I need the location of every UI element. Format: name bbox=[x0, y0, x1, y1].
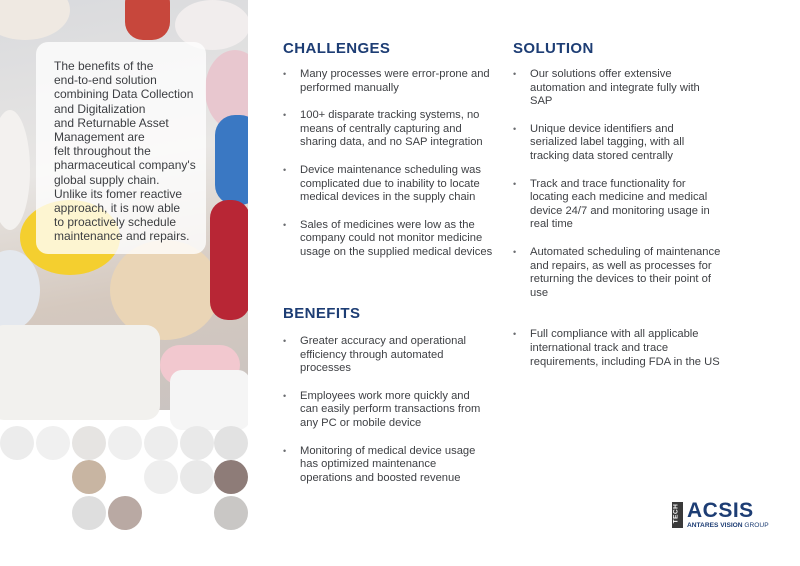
benefits-heading: BENEFITS bbox=[283, 305, 361, 322]
intro-line: approach, it is now able bbox=[54, 201, 181, 216]
intro-text bbox=[54, 59, 204, 244]
solution-item: • Full compliance with all applicable international track and trace requirements, including FDA in the US bbox=[513, 328, 723, 369]
intro-line: global supply chain. bbox=[54, 172, 160, 187]
pattern-dot bbox=[214, 496, 248, 530]
pill-shape bbox=[0, 110, 30, 230]
pattern-dot bbox=[72, 496, 106, 530]
pattern-dot bbox=[72, 426, 106, 460]
pattern-dot bbox=[108, 496, 142, 530]
pill-shape bbox=[215, 115, 248, 205]
intro-line: felt throughout the bbox=[54, 144, 151, 159]
logo-subtitle bbox=[687, 522, 769, 529]
logo-tech-text: TECH bbox=[672, 503, 680, 524]
pattern-dot bbox=[214, 426, 248, 460]
benefits-list bbox=[283, 335, 483, 499]
solution-item: • Unique device identifiers and serialized label tagging, with all tracking data stored centrally bbox=[513, 123, 723, 164]
pattern-dot bbox=[180, 460, 214, 494]
challenge-item: • Many processes were error-prone and performed manually bbox=[283, 68, 495, 95]
benefit-item: • Monitoring of medical device usage has optimized maintenance operations and boosted revenue bbox=[283, 445, 483, 486]
logo-tech-tag bbox=[672, 502, 683, 528]
pattern-dot bbox=[0, 426, 34, 460]
acsis-logo bbox=[672, 499, 772, 532]
intro-line: Management are bbox=[54, 130, 145, 145]
pattern-dot bbox=[144, 460, 178, 494]
intro-line: to proactively schedule bbox=[54, 215, 177, 230]
pattern-dot bbox=[214, 460, 248, 494]
solution-item: • Our solutions offer extensive automation and integrate fully with SAP bbox=[513, 68, 723, 109]
pattern-dot bbox=[72, 460, 106, 494]
benefit-item: • Greater accuracy and operational efficiency through automated processes bbox=[283, 335, 483, 376]
challenges-list bbox=[283, 68, 495, 274]
intro-line: pharmaceutical company's bbox=[54, 158, 196, 173]
logo-subtitle-bold: ANTARES VISION bbox=[687, 522, 743, 529]
intro-line: end-to-end solution bbox=[54, 73, 157, 88]
intro-line: and Digitalization bbox=[54, 101, 146, 116]
challenge-item: • 100+ disparate tracking systems, no means of centrally capturing and sharing data, and no SAP integration bbox=[283, 109, 495, 150]
challenge-item: • Device maintenance scheduling was complicated due to inability to locate medical devices in the supply chain bbox=[283, 164, 495, 205]
challenge-item: • Sales of medicines were low as the company could not monitor medicine usage on the supplied medical devices bbox=[283, 219, 495, 260]
pattern-dot bbox=[144, 426, 178, 460]
pill-shape bbox=[0, 0, 70, 40]
solution-heading: SOLUTION bbox=[513, 40, 594, 57]
intro-line: Unlike its fomer reactive bbox=[54, 186, 183, 201]
pattern-dot bbox=[180, 426, 214, 460]
circle-pattern bbox=[0, 410, 248, 566]
logo-name: ACSIS bbox=[687, 499, 754, 522]
benefit-item: • Employees work more quickly and can easily perform transactions from any PC or mobile device bbox=[283, 390, 483, 431]
intro-line: and Returnable Asset bbox=[54, 115, 169, 130]
pattern-dot bbox=[108, 426, 142, 460]
solution-list bbox=[513, 68, 723, 383]
logo-subtitle-rest: GROUP bbox=[742, 522, 769, 529]
intro-line: maintenance and repairs. bbox=[54, 229, 190, 244]
intro-line: The benefits of the bbox=[54, 59, 154, 73]
pill-shape bbox=[210, 200, 248, 320]
challenges-heading: CHALLENGES bbox=[283, 40, 391, 57]
pill-shape bbox=[0, 325, 160, 420]
solution-item: • Automated scheduling of maintenance and repairs, as well as processes for returning the devices to their point of use bbox=[513, 246, 723, 300]
pattern-dot bbox=[36, 426, 70, 460]
solution-item: • Track and trace functionality for locating each medicine and medical device 24/7 and monitoring usage in real time bbox=[513, 178, 723, 232]
pill-shape bbox=[125, 0, 170, 40]
intro-line: combining Data Collection bbox=[54, 87, 194, 102]
